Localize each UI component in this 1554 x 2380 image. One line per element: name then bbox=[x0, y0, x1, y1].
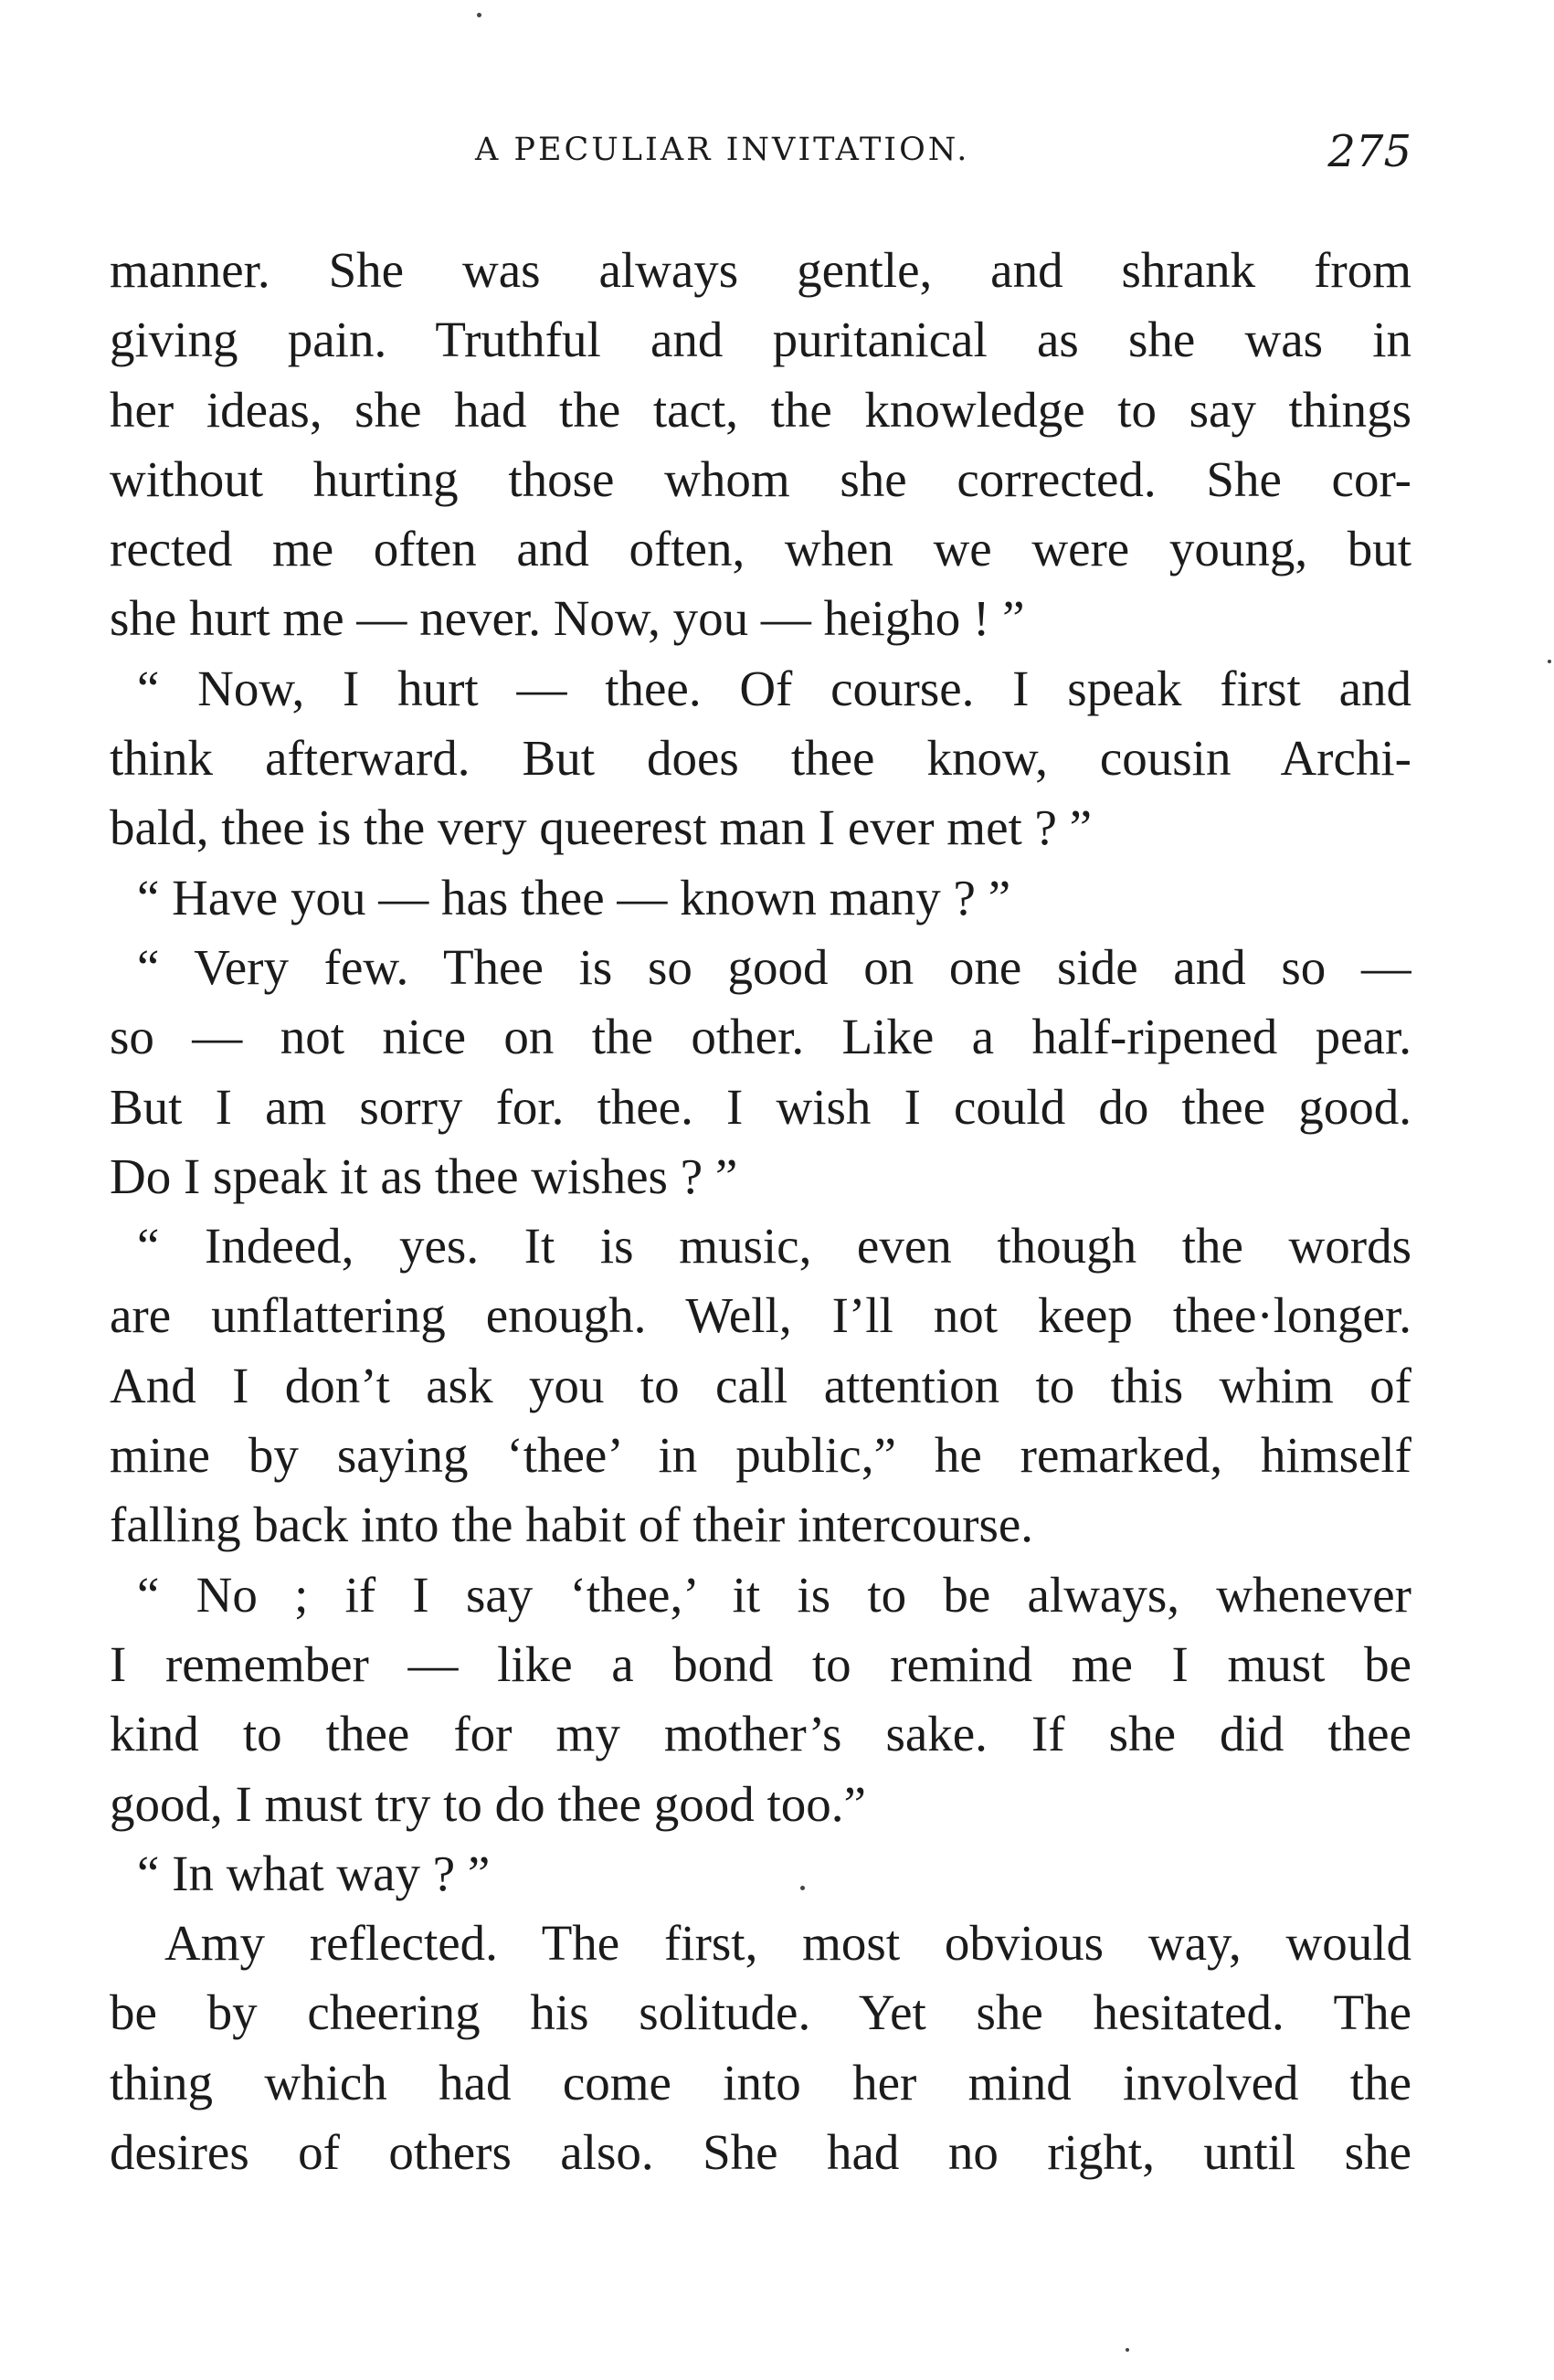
text-line: she hurt me — never. Now, you — heigho ! ” bbox=[110, 590, 1025, 647]
text-line: manner. She was always gentle, and shrank from bbox=[110, 242, 1411, 298]
text-line: bald, thee is the very queerest man I ever met ? ” bbox=[110, 799, 1093, 856]
text-line: kind to thee for my mother’s sake. If she did thee bbox=[110, 1706, 1411, 1762]
text-line: Do I speak it as thee wishes ? ” bbox=[110, 1148, 738, 1204]
text-line: “ Very few. Thee is so good on one side and so — bbox=[137, 938, 1411, 995]
text-line: good, I must try to do thee good too.” bbox=[110, 1775, 866, 1832]
running-head: A PECULIAR INVITATION. bbox=[475, 132, 970, 168]
text-line: “ In what way ? ” bbox=[137, 1845, 491, 1901]
text-line: “ No ; if I say ‘thee,’ it is to be always, whenever bbox=[137, 1566, 1411, 1623]
text-line: rected me often and often, when we were young, but bbox=[110, 521, 1411, 577]
text-line: But I am sorry for. thee. I wish I could do thee good. bbox=[110, 1078, 1411, 1135]
page-number: 275 bbox=[1327, 126, 1411, 177]
text-line: desires of others also. She had no right, until she bbox=[110, 2124, 1411, 2181]
text-line: “ Indeed, yes. It is music, even though the words bbox=[137, 1218, 1411, 1275]
text-line: think afterward. But does thee know, cousin Archi- bbox=[110, 730, 1411, 787]
print-speck bbox=[477, 13, 481, 17]
text-line: giving pain. Truthful and puritanical as she was in bbox=[110, 312, 1411, 368]
text-line: thing which had come into her mind involved the bbox=[110, 2054, 1411, 2110]
print-speck bbox=[800, 1886, 805, 1890]
text-line: her ideas, she had the tact, the knowledge to say things bbox=[110, 381, 1411, 438]
print-speck bbox=[1126, 2348, 1129, 2352]
text-line: Amy reflected. The first, most obvious way, would bbox=[164, 1915, 1411, 1972]
text-line: I remember — like a bond to remind me I must be bbox=[110, 1635, 1411, 1692]
text-line: falling back into the habit of their intercourse. bbox=[110, 1497, 1034, 1553]
body-text bbox=[110, 236, 1411, 2187]
text-line: mine by saying ‘thee’ in public,” he remarked, himself bbox=[110, 1427, 1411, 1484]
text-line: be by cheering his solitude. Yet she hesitated. The bbox=[110, 1984, 1411, 2041]
text-line: without hurting those whom she corrected. She cor- bbox=[110, 450, 1411, 507]
text-line: “ Have you — has thee — known many ? ” bbox=[137, 869, 1011, 926]
text-line: are unflattering enough. Well, I’ll not keep thee·longer. bbox=[110, 1287, 1411, 1344]
page-header bbox=[110, 126, 1411, 190]
text-line: “ Now, I hurt — thee. Of course. I speak first and bbox=[137, 660, 1411, 716]
text-line: so — not nice on the other. Like a half-ripened pear. bbox=[110, 1009, 1411, 1065]
print-speck bbox=[1548, 660, 1551, 663]
text-line: And I don’t ask you to call attention to this whim of bbox=[110, 1357, 1411, 1413]
